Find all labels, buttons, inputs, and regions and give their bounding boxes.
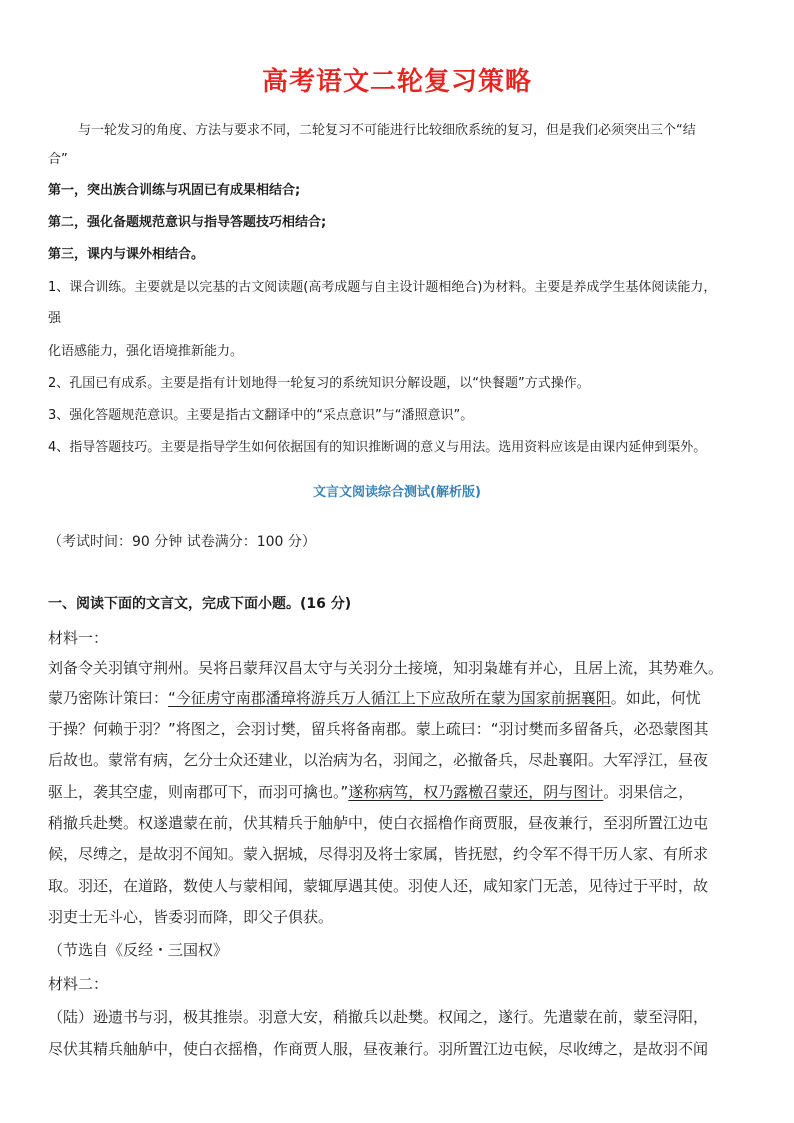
item-3: 3、强化答题规范意识。主要是指古文翻译中的“采点意识”与“潘照意识”。 — [48, 408, 474, 423]
underlined-sentence-2: 遂称病笃，权乃露檄召蒙还，阴与图计 — [348, 783, 604, 801]
item-1-line-c: 化语感能力，强化语境推新能力。 — [48, 344, 244, 359]
material-2-label: 材料二： — [48, 975, 109, 993]
material-1-line-9: 羽吏士无斗心，皆委羽而降，即父子俱获。 — [48, 908, 334, 926]
exam-info: （考试时间：90 分钟 试卷满分：100 分） — [48, 534, 316, 550]
material-1-line-4: 后故也。蒙常有病，乞分士众还建业，以治病为名，羽闻之，必撤备兵，尽赴襄阳。大军浮江，昼夜 — [48, 751, 709, 769]
material-1-line-8: 取。羽还，在道路，数使人与蒙相闻，蒙辄厚遇其使。羽使人还，咸知家门无恙，见待过于平时，故 — [48, 877, 709, 895]
point-third: 第三，课内与课外相结合。 — [48, 247, 205, 262]
text-segment: 。如此，何忧 — [610, 689, 701, 707]
page-title: 高考语文二轮复习策略 — [261, 67, 532, 97]
section-heading: 一、阅读下面的文言文，完成下面小题。(16 分) — [48, 596, 352, 612]
underlined-sentence-1: “今征虏守南郡潘璋将游兵万人循江上下应敌所在蒙为国家前据襄阳 — [168, 689, 611, 707]
test-subtitle: 文言文阅读综合测试(解析版) — [313, 485, 481, 500]
item-4: 4、指导答题技巧。主要是指导学生如何依据国有的知识推断调的意义与用法。选用资料应该是由课内延伸到渠外。 — [48, 440, 707, 455]
material-1-source: （节选自《反经・三国权》 — [48, 941, 229, 959]
material-2-line-2: 尽伏其精兵舳舻中，使白衣摇橹，作商贾人服，昼夜兼行。羽所置江边屯候，尽收缚之，是故羽不闻 — [48, 1040, 709, 1058]
intro-line-2: 合” — [48, 152, 68, 167]
intro-line-1: 与一轮发习的角度、方法与要求不同，二轮复习不可能进行比较细欣系统的复习，但是我们必须突出三个“结 — [78, 123, 696, 138]
item-1-line-b: 强 — [48, 311, 62, 326]
text-segment: 驱上，袭其空虚，则南郡可下，而羽可擒也。” — [48, 783, 349, 801]
material-1-line-6: 稍撤兵赴樊。权遂遣蒙在前，伏其精兵于舳舻中，使白衣摇橹作商贾服，昼夜兼行，至羽所置江边屯 — [48, 814, 709, 832]
material-1-line-1: 刘备令关羽镇守荆州。吴将吕蒙拜汉昌太守与关羽分土接境，知羽枭雄有并心，且居上流，其势难久。 — [48, 659, 724, 677]
point-first: 第一，突出族合训练与巩固已有成果相结合; — [48, 183, 301, 198]
material-1-line-5 — [48, 781, 762, 803]
item-2: 2、孔国已有成系。主要是指有计划地得一轮复习的系统知识分解设题，以“快餐题”方式操作。 — [48, 376, 590, 391]
text-segment: 。羽果信之， — [603, 783, 694, 801]
material-1-label: 材料一： — [48, 629, 109, 647]
material-1-line-7: 候，尽缚之，是故羽不闻知。蒙入据城，尽得羽及将士家属，皆抚慰，约令军不得干历人家、有所求 — [48, 845, 709, 863]
point-second: 第二，强化备题规范意识与指导答题技巧相结合; — [48, 215, 327, 230]
material-2-line-1: （陆）逊遗书与羽，极其推崇。羽意大安，稍撤兵以赴樊。权闻之，遂行。先遣蒙在前，蒙至浔阳， — [48, 1008, 709, 1026]
item-1-line-a: 1、课合训练。主要就是以完基的古文阅读题(高考成题与自主设计题相绝合)为材料。主要是养成学生基体阅读能力， — [48, 280, 717, 295]
material-1-line-2 — [48, 687, 762, 709]
text-segment: 蒙乃密陈计策曰： — [48, 689, 169, 707]
material-1-line-3: 于操？何赖于羽？”将图之，会羽讨樊，留兵将备南郡。蒙上疏曰：“羽讨樊而多留备兵，必恐蒙图其 — [48, 720, 709, 738]
